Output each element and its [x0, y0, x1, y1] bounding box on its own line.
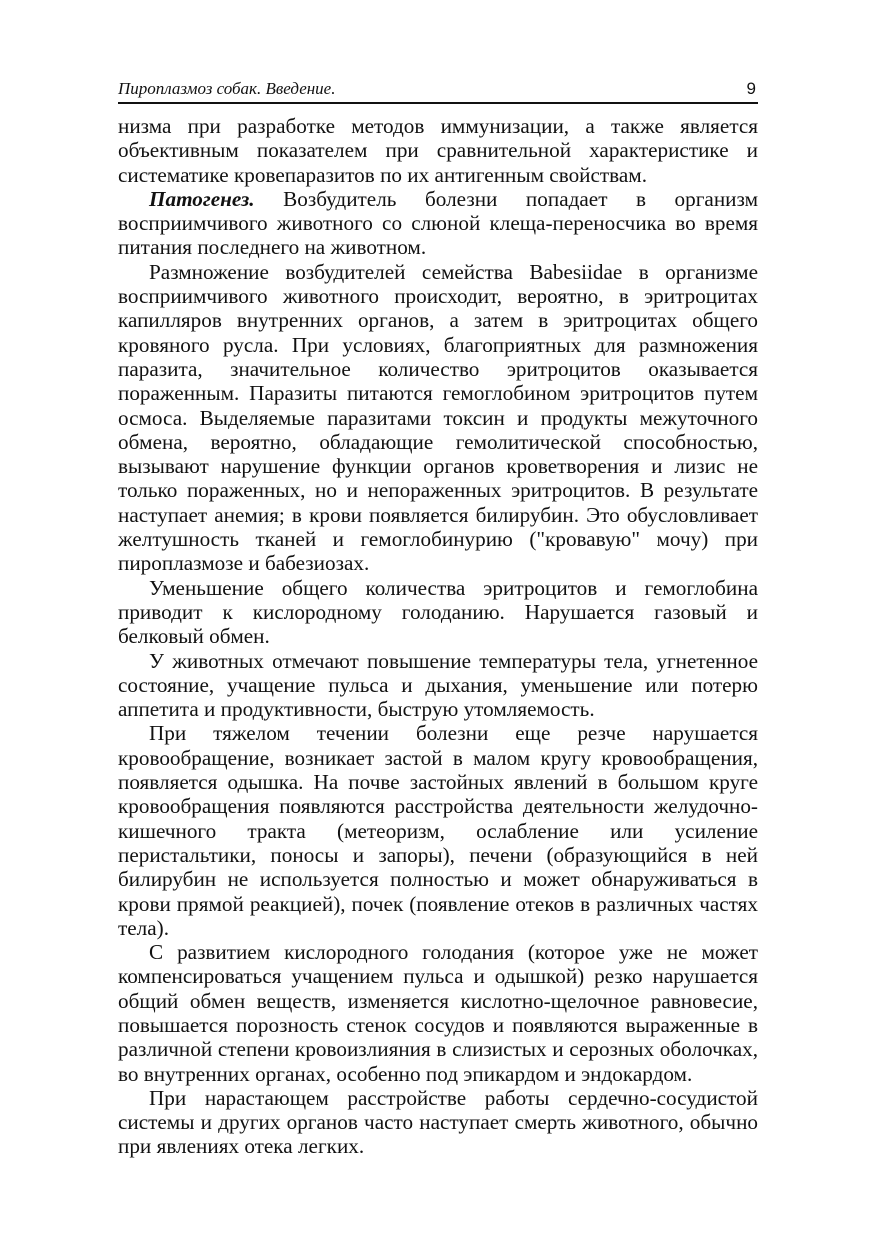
paragraph-text: При нарастающем расстройстве работы сердечно-сосудистой системы и других органов часто наступает смерть животного, обычно при явлениях отека легких.	[118, 1085, 758, 1159]
paragraph-continued	[118, 114, 758, 187]
paragraph-text: Уменьшение общего количества эритроцитов и гемоглобина приводит к кислородному голоданию. Нарушается газовый и белковый обмен.	[118, 575, 758, 649]
paragraph-text: При тяжелом течении болезни еще резче нарушается кровообращение, возникает застой в малом кругу кровообращения, появляется одышка. На почве застойных явлений в большом круге кровообращения появляются расстройства деятельности желудочно-кишечного тракта (метеоризм, ослабление или усиление перистальтики, поносы и запоры), печени (образующийся в ней билирубин не используется полностью и может обнаруживаться в крови прямой реакцией), почек (появление отеков в различных частях тела).	[118, 721, 758, 940]
paragraph-text: С развитием кислородного голодания (которое уже не может компенсироваться учащением пульса и одышкой) резко нарушается общий обмен веществ, изменяется кислотно-щелочное равновесие, повышается порозность стенок сосудов и появляются выраженные в различной степени кровоизлияния в слизистых и серозных оболочках, во внутренних органах, особенно под эпикардом и эндокардом.	[118, 940, 758, 1086]
paragraph-pathogenesis	[118, 187, 758, 260]
paragraph	[118, 576, 758, 649]
paragraph	[118, 1086, 758, 1159]
paragraph	[118, 649, 758, 722]
paragraph-text: низма при разработке методов иммунизации, а также является объективным показателем при сравнительной характеристике и систематике кровепаразитов по их антигенным свойствам.	[118, 114, 758, 187]
section-lead-pathogenesis: Патогенез.	[149, 186, 255, 211]
page-number: 9	[746, 79, 756, 98]
page-header	[118, 78, 758, 104]
paragraph	[118, 940, 758, 1086]
page-body	[118, 114, 758, 1159]
paragraph	[118, 721, 758, 940]
paragraph-text: Размножение возбудителей семейства Babesiidae в организме восприимчивого животного происходит, вероятно, в эритроцитах капилляров внутренних органов, а затем в эритроцитах общего кровяного русла. При условиях, благоприятных для размножения паразита, значительное количество эритроцитов оказывается пораженным. Паразиты питаются гемоглобином эритроцитов путем осмоса. Выделяемые паразитами токсин и продукты межуточного обмена, вероятно, обладающие гемолитической способностью, вызывают нарушение функции органов кроветворения и лизис не только пораженных, но и непораженных эритроцитов. В результате наступает анемия; в крови появляется билирубин. Это обусловливает желтушность тканей и гемоглобинурию ("кровавую" мочу) при пироплазмозе и бабезиозах.	[118, 259, 758, 576]
paragraph-text: Возбудитель болезни попадает в организм восприимчивого животного со слюной клеща-переносчика во время питания последнего на животном.	[118, 186, 758, 260]
paragraph	[118, 260, 758, 576]
running-title: Пироплазмоз собак. Введение.	[118, 79, 336, 98]
paragraph-text: У животных отмечают повышение температуры тела, угнетенное состояние, учащение пульса и дыхания, уменьшение или потерю аппетита и продуктивности, быструю утомляемость.	[118, 648, 758, 722]
